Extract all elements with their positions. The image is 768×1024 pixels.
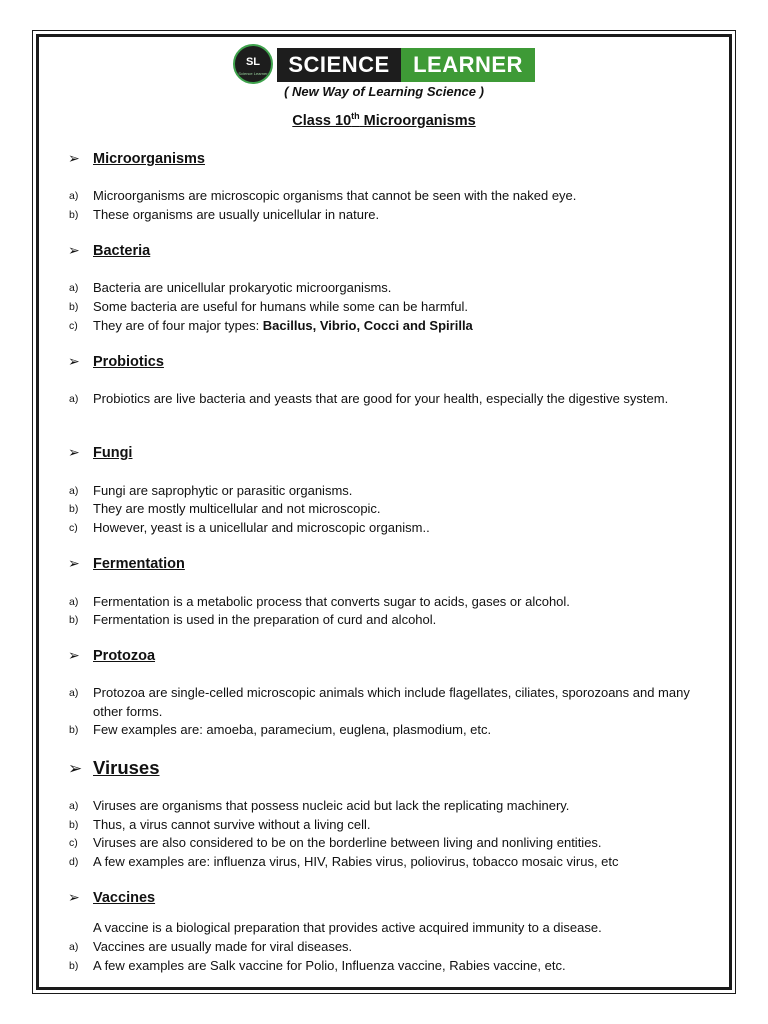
list-text: Thus, a virus cannot survive without a living cell. xyxy=(93,817,371,832)
heading-text: Microorganisms xyxy=(93,151,205,167)
list-item xyxy=(69,592,713,611)
list-text: However, yeast is a unicellular and microscopic organism.. xyxy=(93,520,430,535)
list-text: Fungi are saprophytic or parasitic organisms. xyxy=(93,483,353,498)
list-marker: c) xyxy=(69,522,78,534)
list-text: They are of four major types: xyxy=(93,318,263,333)
arrow-bullet-icon: ➢ xyxy=(68,150,80,166)
arrow-bullet-icon: ➢ xyxy=(68,759,83,778)
list-item xyxy=(69,833,713,852)
section-heading-fermentation xyxy=(68,555,185,572)
list-marker: a) xyxy=(69,800,79,812)
list-marker: b) xyxy=(69,724,79,736)
list-item xyxy=(69,720,713,739)
list-text: Viruses are also considered to be on the borderline between living and nonliving entities. xyxy=(93,835,602,850)
list-marker: b) xyxy=(69,819,79,831)
list-item xyxy=(69,205,713,224)
list-item xyxy=(69,852,713,871)
list-text: A few examples are Salk vaccine for Polio, Influenza vaccine, Rabies vaccine, etc. xyxy=(93,958,566,973)
list-item xyxy=(69,278,713,297)
list-text: A vaccine is a biological preparation that provides active acquired immunity to a disease. xyxy=(93,920,602,935)
arrow-bullet-icon: ➢ xyxy=(68,889,80,905)
list-marker: b) xyxy=(69,301,79,313)
list-item xyxy=(69,610,713,629)
title-sup: th xyxy=(351,111,360,121)
section-heading-viruses xyxy=(68,757,160,779)
list-text: A few examples are: influenza virus, HIV, Rabies virus, poliovirus, tobacco mosaic virus, etc xyxy=(93,854,619,869)
list-marker: a) xyxy=(69,393,79,405)
science-learner-logo xyxy=(233,44,535,86)
tagline: ( New Way of Learning Science ) xyxy=(284,84,484,99)
arrow-bullet-icon: ➢ xyxy=(68,647,80,663)
list-marker: a) xyxy=(69,282,79,294)
section-heading-protozoa xyxy=(68,647,155,664)
list-item xyxy=(69,815,713,834)
list-item xyxy=(69,481,713,500)
logo-mark-small: Science Learner xyxy=(238,71,268,76)
title-post: Microorganisms xyxy=(359,112,476,129)
logo-emblem-icon xyxy=(233,44,273,84)
list-marker: b) xyxy=(69,209,79,221)
logo-word-learner: LEARNER xyxy=(401,48,535,82)
list-text: Vaccines are usually made for viral diseases. xyxy=(93,939,353,954)
list-text: These organisms are usually unicellular in nature. xyxy=(93,207,380,222)
list-marker: c) xyxy=(69,320,78,332)
section-heading-vaccines xyxy=(68,889,155,906)
heading-text: Protozoa xyxy=(93,648,156,664)
list-item xyxy=(69,186,713,205)
list-marker: a) xyxy=(69,941,79,953)
list-item xyxy=(69,297,713,316)
arrow-bullet-icon: ➢ xyxy=(68,555,80,571)
heading-text: Fungi xyxy=(93,445,133,461)
list-text: Protozoa are single-celled microscopic animals which include flagellates, ciliates, sporozoans and many other forms. xyxy=(93,685,690,719)
list-item xyxy=(69,389,713,408)
section-heading-probiotics xyxy=(68,353,164,370)
arrow-bullet-icon: ➢ xyxy=(68,242,80,258)
list-marker: a) xyxy=(69,687,79,699)
list-item xyxy=(69,499,713,518)
arrow-bullet-icon: ➢ xyxy=(68,444,80,460)
heading-text: Probiotics xyxy=(93,354,164,370)
list-item xyxy=(93,918,713,937)
list-marker: a) xyxy=(69,485,79,497)
logo-word-science: SCIENCE xyxy=(277,48,401,82)
section-heading-bacteria xyxy=(68,242,150,259)
list-text: Fermentation is used in the preparation of curd and alcohol. xyxy=(93,612,437,627)
list-item xyxy=(69,518,713,537)
list-marker: b) xyxy=(69,503,79,515)
list-marker: d) xyxy=(69,856,79,868)
list-text-bold: Bacillus, Vibrio, Cocci and Spirilla xyxy=(262,318,473,333)
list-text: Viruses are organisms that possess nucleic acid but lack the replicating machinery. xyxy=(93,798,570,813)
list-item xyxy=(69,316,713,335)
page-title xyxy=(0,111,768,129)
list-text: Fermentation is a metabolic process that converts sugar to acids, gases or alcohol. xyxy=(93,594,570,609)
list-text: Few examples are: amoeba, paramecium, euglena, plasmodium, etc. xyxy=(93,722,492,737)
heading-text: Vaccines xyxy=(93,890,156,906)
list-text: Some bacteria are useful for humans while some can be harmful. xyxy=(93,299,469,314)
section-heading-microorganisms xyxy=(68,150,205,167)
list-item xyxy=(69,937,713,956)
list-item xyxy=(69,796,713,815)
arrow-bullet-icon: ➢ xyxy=(68,353,80,369)
logo-mark: SL xyxy=(245,56,261,68)
list-marker: a) xyxy=(69,190,79,202)
list-text: Probiotics are live bacteria and yeasts that are good for your health, especially the digestive system. xyxy=(93,391,669,406)
list-item xyxy=(69,683,713,721)
title-pre: Class 10 xyxy=(292,112,352,129)
list-text: Microorganisms are microscopic organisms that cannot be seen with the naked eye. xyxy=(93,188,577,203)
list-marker: a) xyxy=(69,596,79,608)
list-text: They are mostly multicellular and not microscopic. xyxy=(93,501,381,516)
list-text: Bacteria are unicellular prokaryotic microorganisms. xyxy=(93,280,392,295)
list-marker: b) xyxy=(69,614,79,626)
heading-text: Fermentation xyxy=(93,556,185,572)
heading-text: Viruses xyxy=(93,757,160,778)
list-item xyxy=(69,956,713,975)
heading-text: Bacteria xyxy=(93,243,151,259)
list-marker: b) xyxy=(69,960,79,972)
list-marker: c) xyxy=(69,837,78,849)
section-heading-fungi xyxy=(68,444,132,461)
